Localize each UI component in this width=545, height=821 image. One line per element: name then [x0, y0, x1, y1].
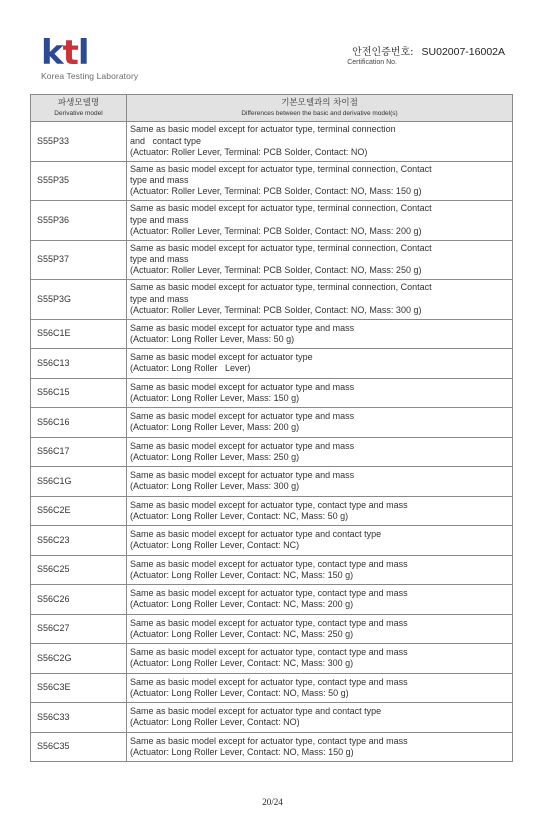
logo-subtitle: Korea Testing Laboratory — [41, 71, 139, 81]
difference-cell — [127, 732, 513, 762]
difference-line: Same as basic model except for actuator type, contact type and mass — [130, 499, 408, 510]
derivative-model-cell: S56C13 — [31, 349, 127, 379]
page-indicator: 20/24 — [262, 797, 283, 807]
difference-line: Same as basic model except for actuator type — [130, 352, 313, 363]
difference-line: Same as basic model except for actuator type and mass — [130, 322, 355, 333]
table-row — [31, 122, 513, 162]
difference-line: type and mass — [130, 214, 189, 225]
derivative-model-cell: S56C1G — [31, 467, 127, 497]
derivative-model-cell: S55P35 — [31, 161, 127, 201]
difference-cell — [127, 122, 513, 162]
ktl-logo-mark: ktl — [41, 33, 89, 73]
table-row — [31, 555, 513, 585]
derivative-model-cell: S56C23 — [31, 526, 127, 556]
derivative-model-cell: S56C25 — [31, 555, 127, 585]
difference-cell — [127, 555, 513, 585]
table-row — [31, 437, 513, 467]
difference-line: (Actuator: Roller Lever, Terminal: PCB Solder, Contact: NO, Mass: 250 g) — [130, 265, 422, 276]
difference-line: (Actuator: Long Roller Lever, Contact: NC, Mass: 250 g) — [130, 628, 354, 639]
difference-line: (Actuator: Roller Lever, Terminal: PCB Solder, Contact: NO, Mass: 150 g) — [130, 186, 422, 197]
difference-line: (Actuator: Roller Lever, Terminal: PCB Solder, Contact: NO, Mass: 200 g) — [130, 225, 422, 236]
table-row — [31, 201, 513, 241]
difference-line: Same as basic model except for actuator type, terminal connection, Contact — [130, 242, 432, 253]
col1-header-en: Derivative model — [54, 110, 103, 117]
difference-cell — [127, 437, 513, 467]
table-row — [31, 644, 513, 674]
derivative-model-cell: S56C16 — [31, 408, 127, 438]
difference-line: and contact type — [130, 135, 202, 146]
difference-cell — [127, 467, 513, 497]
derivative-model-cell: S56C17 — [31, 437, 127, 467]
table-row — [31, 161, 513, 201]
derivative-model-cell: S56C26 — [31, 585, 127, 615]
difference-line: Same as basic model except for actuator type, contact type and mass — [130, 647, 408, 658]
difference-line: (Actuator: Long Roller Lever, Mass: 250 g) — [130, 451, 300, 462]
col1-header-ko: 파생모델명 — [57, 98, 100, 108]
difference-cell — [127, 319, 513, 349]
derivative-model-cell: S55P36 — [31, 201, 127, 241]
table-row — [31, 467, 513, 497]
derivative-model-cell: S56C27 — [31, 614, 127, 644]
difference-cell — [127, 201, 513, 241]
difference-cell — [127, 526, 513, 556]
difference-line: (Actuator: Roller Lever, Terminal: PCB Solder, Contact: NO, Mass: 300 g) — [130, 304, 422, 315]
certification-block — [347, 43, 505, 66]
derivative-model-cell: S55P3G — [31, 280, 127, 320]
difference-line: Same as basic model except for actuator type, contact type and mass — [130, 735, 408, 746]
difference-line: (Actuator: Long Roller Lever) — [130, 363, 251, 374]
difference-line: (Actuator: Long Roller Lever, Contact: NC, Mass: 200 g) — [130, 599, 354, 610]
table-row — [31, 408, 513, 438]
certification-number-line — [347, 43, 505, 58]
table-row — [31, 280, 513, 320]
difference-line: Same as basic model except for actuator type, contact type and mass — [130, 676, 408, 687]
difference-line: Same as basic model except for actuator type and contact type — [130, 706, 382, 717]
derivative-model-cell: S56C2G — [31, 644, 127, 674]
derivative-model-cell: S56C15 — [31, 378, 127, 408]
difference-line: (Actuator: Roller Lever, Terminal: PCB Solder, Contact: NO) — [130, 146, 368, 157]
difference-line: (Actuator: Long Roller Lever, Contact: NC, Mass: 50 g) — [130, 510, 349, 521]
table-row — [31, 319, 513, 349]
table-row — [31, 240, 513, 280]
difference-line: (Actuator: Long Roller Lever, Mass: 150 g) — [130, 392, 300, 403]
difference-cell — [127, 496, 513, 526]
difference-cell — [127, 673, 513, 703]
cert-label-en: Certification No. — [347, 59, 397, 66]
difference-line: (Actuator: Long Roller Lever, Contact: NO) — [130, 717, 300, 728]
difference-line: Same as basic model except for actuator type and mass — [130, 381, 355, 392]
difference-cell — [127, 349, 513, 379]
cert-number: SU02007-16002A — [421, 46, 505, 58]
difference-line: Same as basic model except for actuator type, terminal connection — [130, 124, 396, 135]
derivative-model-cell: S56C3E — [31, 673, 127, 703]
col-header-differences — [127, 95, 513, 122]
difference-cell — [127, 408, 513, 438]
table-row — [31, 526, 513, 556]
table-row — [31, 585, 513, 615]
derivative-model-cell: S56C33 — [31, 703, 127, 733]
table-row — [31, 703, 513, 733]
derivative-model-table — [30, 94, 513, 762]
difference-line: Same as basic model except for actuator type, contact type and mass — [130, 558, 408, 569]
difference-cell — [127, 161, 513, 201]
col2-header-en: Differences between the basic and derivative model(s) — [241, 110, 398, 117]
difference-line: Same as basic model except for actuator type, contact type and mass — [130, 617, 408, 628]
table-row — [31, 349, 513, 379]
difference-line: type and mass — [130, 293, 189, 304]
derivative-model-cell: S55P37 — [31, 240, 127, 280]
difference-cell — [127, 585, 513, 615]
table-row — [31, 732, 513, 762]
difference-line: Same as basic model except for actuator type, terminal connection, Contact — [130, 282, 432, 293]
cert-label-ko: 안전인증번호: — [352, 47, 414, 58]
difference-line: (Actuator: Long Roller Lever, Mass: 50 g) — [130, 333, 295, 344]
table-body — [31, 122, 513, 762]
difference-line: Same as basic model except for actuator type and mass — [130, 411, 355, 422]
table-row — [31, 496, 513, 526]
difference-line: Same as basic model except for actuator type, terminal connection, Contact — [130, 163, 432, 174]
difference-line: (Actuator: Long Roller Lever, Contact: NC) — [130, 540, 300, 551]
table-header-row — [31, 95, 513, 122]
difference-line: Same as basic model except for actuator type, contact type and mass — [130, 588, 408, 599]
difference-cell — [127, 280, 513, 320]
difference-line: Same as basic model except for actuator type and contact type — [130, 529, 382, 540]
difference-line: Same as basic model except for actuator type and mass — [130, 440, 355, 451]
derivative-model-cell: S56C35 — [31, 732, 127, 762]
difference-cell — [127, 240, 513, 280]
difference-line: Same as basic model except for actuator type and mass — [130, 470, 355, 481]
table-row — [31, 378, 513, 408]
difference-line: (Actuator: Long Roller Lever, Contact: NC, Mass: 300 g) — [130, 658, 354, 669]
col-header-derivative-model — [31, 95, 127, 122]
difference-line: (Actuator: Long Roller Lever, Contact: NO, Mass: 150 g) — [130, 746, 354, 757]
difference-line: Same as basic model except for actuator type, terminal connection, Contact — [130, 203, 432, 214]
col2-header-ko: 기본모델과의 차이점 — [281, 98, 358, 108]
derivative-model-cell: S55P33 — [31, 122, 127, 162]
ktl-logo — [41, 33, 139, 81]
difference-line: (Actuator: Long Roller Lever, Mass: 200 g) — [130, 422, 300, 433]
difference-cell — [127, 614, 513, 644]
difference-line: (Actuator: Long Roller Lever, Contact: NC, Mass: 150 g) — [130, 569, 354, 580]
derivative-model-cell: S56C2E — [31, 496, 127, 526]
difference-line: (Actuator: Long Roller Lever, Mass: 300 g) — [130, 481, 300, 492]
derivative-model-cell: S56C1E — [31, 319, 127, 349]
difference-cell — [127, 378, 513, 408]
difference-cell — [127, 703, 513, 733]
difference-line: type and mass — [130, 175, 189, 186]
difference-line: (Actuator: Long Roller Lever, Contact: NO, Mass: 50 g) — [130, 687, 349, 698]
table-row — [31, 673, 513, 703]
table-row — [31, 614, 513, 644]
difference-line: type and mass — [130, 254, 189, 265]
difference-cell — [127, 644, 513, 674]
